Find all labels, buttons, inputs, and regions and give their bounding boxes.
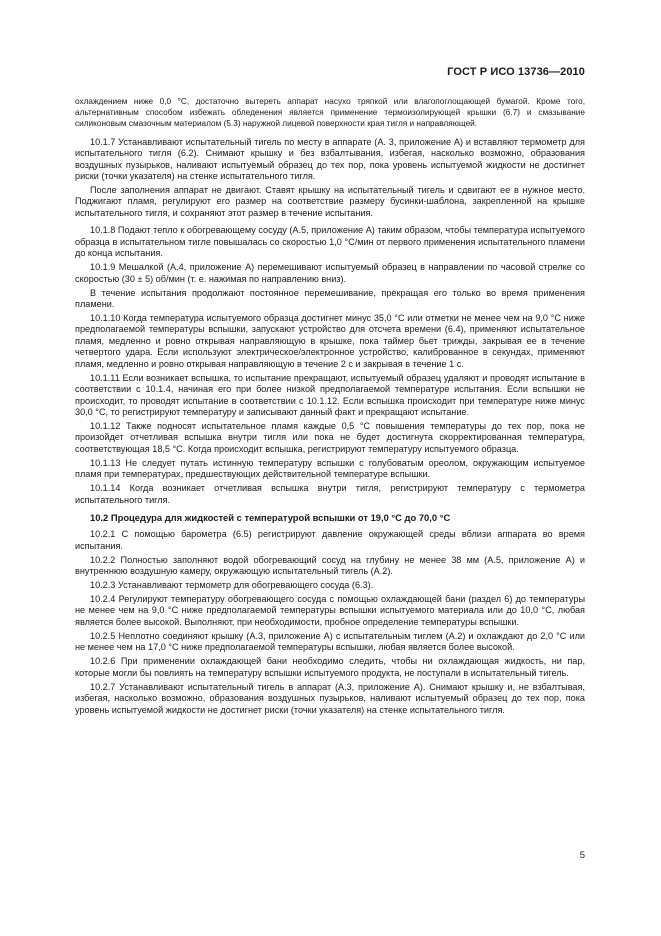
paragraph-10-1-10: 10.1.10 Когда температура испытуемого образца достигнет минус 35,0 °С или отметки не менее чем на 9,0 °С ниже предполагаемой температуры вспышки, запускают устройство для отсчета времени (6.4), применяют испытательное пламя, медленно и ровно открывая направляющую в крышке, пока таймер бьет трижды, закрывая ее в течение четвертого удара. Если используют электрическое/электронное устройство, калиброванное в секундах, применяют пламя, медленно и ровно открывая направляющую в течение 2 с и закрывая в течение 1 с. xyxy=(75,312,585,369)
paragraph-10-2-7: 10.2.7 Устанавливают испытательный тигель в аппарат (А.3, приложение А). Снимают крышку и, не взбалтывая, избегая, насколько возможно, образования воздушных пузырьков, наливают испытуемый образец до тех пор, пока уровень испытуемой жидкости не достигнет риски (точки указателя) на стенке испытательного тигля. xyxy=(75,681,585,715)
section-heading-10-2: 10.2 Процедура для жидкостей с температурой вспышки от 19,0 °С до 70,0 °С xyxy=(90,512,451,524)
paragraph-10-2-5: 10.2.5 Неплотно соединяют крышку (А.3, приложение А) с испытательным тиглем (А.2) и охлаждают до 2,0 °С или не менее чем на 17,0 °С ниже предполагаемой температуры вспышки, любая является более высокой. xyxy=(75,630,585,653)
page-number: 5 xyxy=(579,850,585,861)
intro-note: охлаждением ниже 0,0 °С, достаточно вытереть аппарат насухо тряпкой или влагопоглощающей бумагой. Кроме того, альтернативным способом избежать обледенения является применение термоизолирующей крышки (6.7) и смазывание силиконовым смазочным материалом (5.3) наружной лицевой поверхности края тигля и направляющей. xyxy=(75,97,585,129)
paragraph-10-1-8: 10.1.8 Подают тепло к обогревающему сосуду (А.5, приложение А) таким образом, чтобы температура испытуемого образца в испытательном тигле повышалась со скоростью 1,0 °С/мин от первого применения испытательного пламени до конца испытания. xyxy=(75,225,585,259)
paragraph-10-1-14: 10.1.14 Когда возникает отчетливая вспышка внутри тигля, регистрируют температуру с термометра испытательного тигля. xyxy=(75,483,585,505)
paragraph-10-1-9: 10.1.9 Мешалкой (А.4, приложение А) перемешивают испытуемый образец в направлении по часовой стрелке со скоростью (30 ± 5) об/мин (т. е. нажимая по направлению вниз). xyxy=(75,262,585,284)
paragraph-10-2-3: 10.2.3 Устанавливают термометр для обогревающего сосуда (6.3). xyxy=(90,580,374,591)
paragraph-10-2-4: 10.2.4 Регулируют температуру обогревающего сосуда с помощью охлаждающей бани (раздел 6) до температуры не менее чем на 9,0 °С ниже предполагаемой температуры вспышки испытуемого материала или до 10,0 °С, любая является более высокой. Выполняют, при необходимости, пробное определение температуры вспышки. xyxy=(75,593,585,627)
paragraph-10-2-1: 10.2.1 С помощью барометра (6.5) регистрируют давление окружающей среды вблизи аппарата во время испытания. xyxy=(75,529,585,551)
document-header: ГОСТ Р ИСО 13736—2010 xyxy=(447,66,585,78)
paragraph-10-1-12: 10.1.12 Также подносят испытательное пламя каждые 0,5 °С повышения температуры до тех пор, пока не произойдет отчетливая вспышка внутри тигля или пока не будет достигнута скорректированная температура, соответствующая 18,5 °С. Когда происходит вспышка, регистрируют температуру испытуемого образца. xyxy=(75,421,585,454)
paragraph-10-2-6: 10.2.6 При применении охлаждающей бани необходимо следить, чтобы ни охлаждающая жидкость, ни пар, которые могли бы повлиять на температуру вспышки испытуемого продукта, не поступали в испытательный тигель. xyxy=(75,656,585,678)
paragraph-10-1-11: 10.1.11 Если возникает вспышка, то испытание прекращают, испытуемый образец удаляют и проводят испытание в соответствии с 10.1.4, начиная его при более низкой предполагаемой температуре испытания. Если вспышки не происходит, то проводят испытание в соответствии с 10.1.12. Если вспышка происходит при температуре ниже минус 30,0 °С, то регистрируют температуру и записывают данный факт и прекращают испытание. xyxy=(75,372,585,418)
paragraph-stirring-note: В течение испытания продолжают постоянное перемешивание, прекращая его только во время применения пламени. xyxy=(75,287,585,309)
paragraph-10-2-2: 10.2.2 Полностью заполняют водой обогревающий сосуд на глубину не менее 38 мм (А.5, приложение А) и внутреннюю воздушную камеру, окружающую испытательный тигель (А.2). xyxy=(75,554,585,577)
paragraph-fill-note: После заполнения аппарат не двигают. Ставят крышку на испытательный тигель и сдвигают ее в нужное место. Поджигают пламя, регулируют его размер на соответствие размеру бусинки-шаблона, закрепленной на крышке испытательного тигля, и сохраняют этот размер в течение испытания. xyxy=(75,184,585,218)
paragraph-10-1-7: 10.1.7 Устанавливают испытательный тигель по месту в аппарате (А. 3, приложение А) и вставляют термометр для испытательного тигля (6.2). Снимают крышку и без взбалтывания, избегая, насколько возможно, образования воздушных пузырьков, наливают испытуемый образец до тех пор, пока уровень испытуемой жидкости не достигнет риски (точки указателя) на стенке испытательного тигля. xyxy=(75,136,585,181)
paragraph-10-1-13: 10.1.13 Не следует путать истинную температуру вспышки с голубоватым ореолом, окружающим испытуемое пламя при температурах, предшествующих действительной температуре вспышки. xyxy=(75,457,585,480)
document-body xyxy=(75,96,585,719)
